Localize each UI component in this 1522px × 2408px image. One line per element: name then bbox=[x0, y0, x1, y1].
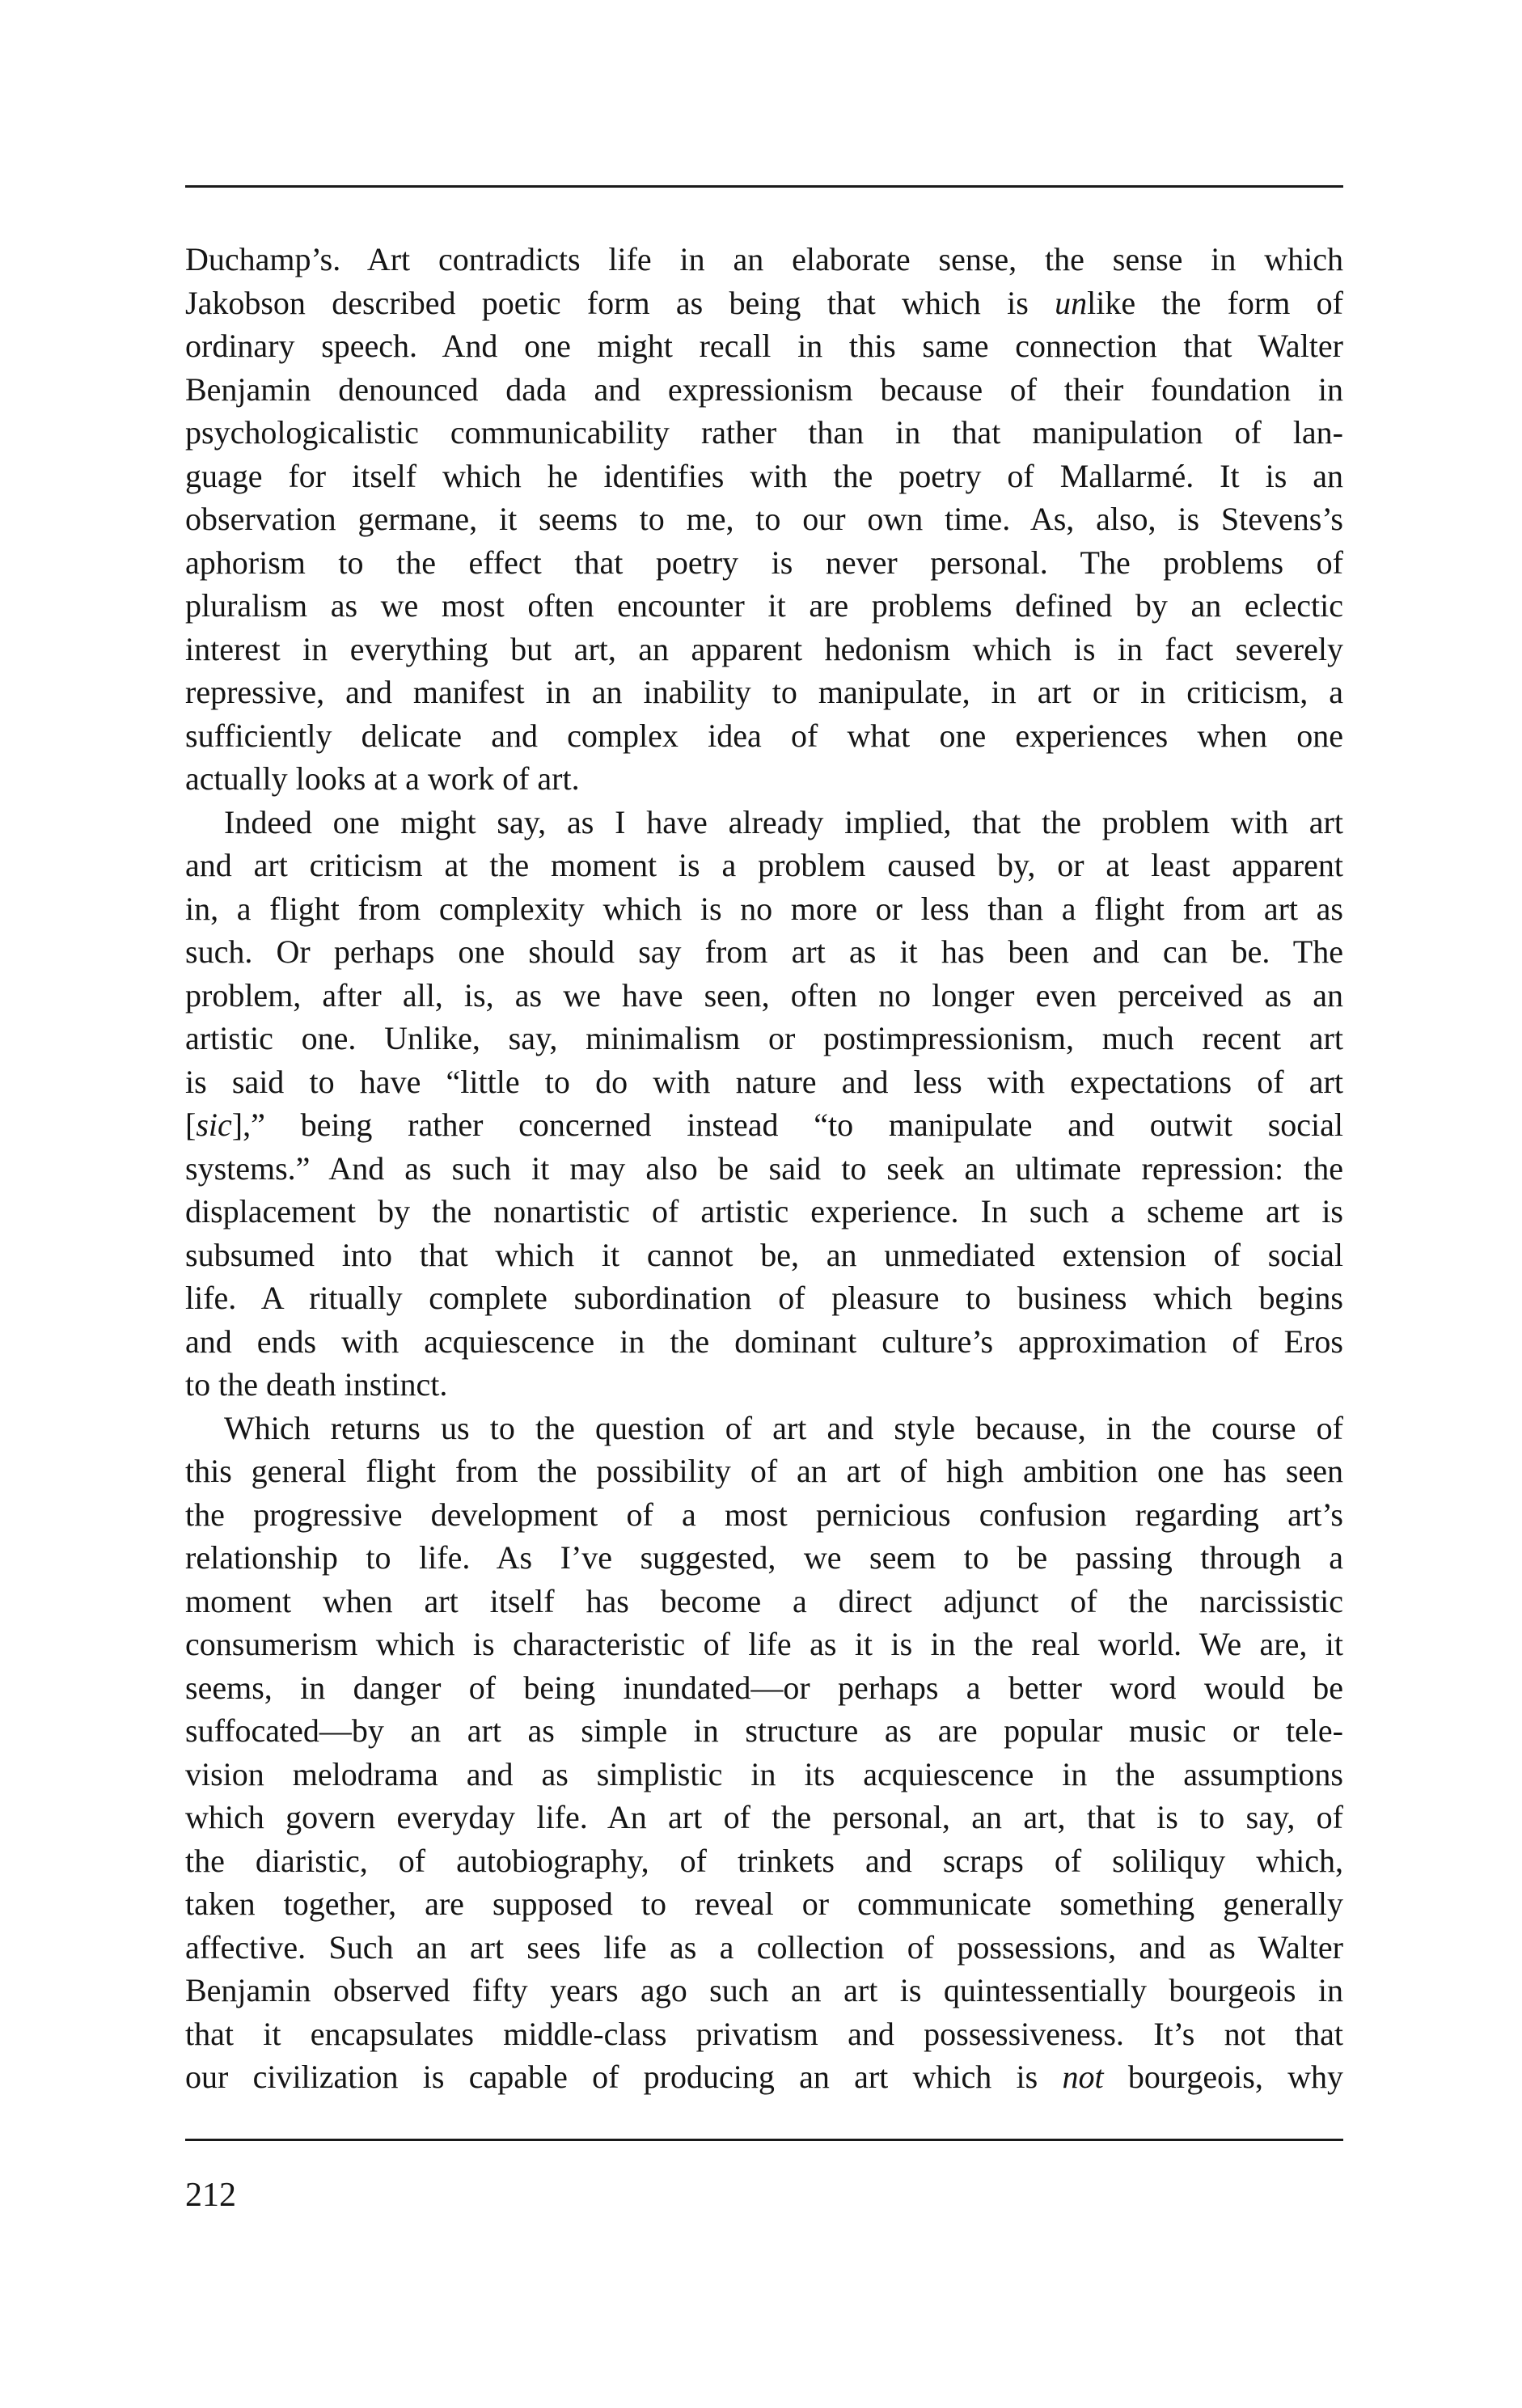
text-line: this general flight from the possibility of an art of high ambition one has seen bbox=[185, 1453, 1343, 1489]
text-line: Duchamp’s. Art contradicts life in an elaborate sense, the sense in which bbox=[185, 241, 1343, 277]
top-rule bbox=[185, 185, 1343, 188]
text-line: problem, after all, is, as we have seen, often no longer even perceived as an bbox=[185, 976, 1343, 1014]
text-line: sufficiently delicate and complex idea of what one experiences when one bbox=[185, 717, 1343, 754]
text-line: suffocated—by an art as simple in structure as are popular music or tele- bbox=[185, 1712, 1343, 1749]
text-line: such. Or perhaps one should say from art as it has been and can be. The bbox=[185, 933, 1343, 970]
text-line: Benjamin denounced dada and expressionism because of their foundation in bbox=[185, 370, 1343, 408]
text-line: which govern everyday life. An art of the personal, an art, that is to say, of bbox=[185, 1799, 1343, 1835]
text-line: the progressive development of a most pernicious confusion regarding art’s bbox=[185, 1496, 1343, 1533]
text-line: pluralism as we most often encounter it are problems defined by an eclectic bbox=[185, 587, 1343, 624]
text-line: and art criticism at the moment is a problem caused by, or at least apparent bbox=[185, 847, 1343, 883]
text-line: taken together, are supposed to reveal or communicate something generally bbox=[185, 1885, 1343, 1922]
text-line: and ends with acquiescence in the dominant culture’s approximation of Eros bbox=[185, 1322, 1343, 1360]
paragraph-2 bbox=[185, 801, 1343, 1407]
text-line: affective. Such an art sees life as a collection of possessions, and as Walter bbox=[185, 1928, 1343, 1966]
text-line: consumerism which is characteristic of life as it is in the real world. We are, it bbox=[185, 1626, 1343, 1662]
text-line: interest in everything but art, an apparent hedonism which is in fact severely bbox=[185, 630, 1343, 667]
text-line: Indeed one might say, as I have already implied, that the problem with art bbox=[224, 803, 1343, 840]
body-text bbox=[185, 238, 1343, 2099]
text-line: Which returns us to the question of art and style because, in the course of bbox=[224, 1409, 1343, 1446]
page-number: 212 bbox=[185, 2177, 236, 2214]
text-line: aphorism to the effect that poetry is never personal. The problems of bbox=[185, 544, 1343, 581]
text-line: our civilization is capable of producing an art which is not bourgeois, why bbox=[185, 2059, 1343, 2095]
text-line: Benjamin observed fifty years ago such an art is quintessentially bourgeois in bbox=[185, 1972, 1343, 2008]
text-line: [sic],” being rather concerned instead “to manipulate and outwit social bbox=[185, 1107, 1343, 1143]
text-line: vision melodrama and as simplistic in its acquiescence in the assumptions bbox=[185, 1755, 1343, 1792]
text-line: the diaristic, of autobiography, of trinkets and scraps of soliliquy which, bbox=[185, 1842, 1343, 1879]
text-line: life. A ritually complete subordination of pleasure to business which begins bbox=[185, 1280, 1343, 1316]
paragraph-3 bbox=[185, 1407, 1343, 2099]
text-line: to the death instinct. bbox=[185, 1366, 448, 1403]
text-line: systems.” And as such it may also be said to seek an ultimate repression: the bbox=[185, 1149, 1343, 1187]
text-line: displacement by the nonartistic of artistic experience. In such a scheme art is bbox=[185, 1193, 1343, 1229]
bottom-rule bbox=[185, 2139, 1343, 2141]
text-line: artistic one. Unlike, say, minimalism or postimpressionism, much recent art bbox=[185, 1020, 1343, 1056]
text-line: repressive, and manifest in an inability to manipulate, in art or in criticism, a bbox=[185, 674, 1343, 710]
text-line: actually looks at a work of art. bbox=[185, 760, 580, 797]
text-line: guage for itself which he identifies with the poetry of Mallarmé. It is an bbox=[185, 457, 1343, 494]
paragraph-1 bbox=[185, 238, 1343, 801]
text-line: Jakobson described poetic form as being that which is unlike the form of bbox=[185, 284, 1343, 321]
text-line: is said to have “little to do with nature and less with expectations of art bbox=[185, 1063, 1343, 1100]
text-line: moment when art itself has become a direct adjunct of the narcissistic bbox=[185, 1582, 1343, 1619]
text-line: seems, in danger of being inundated—or perhaps a better word would be bbox=[185, 1669, 1343, 1706]
text-line: observation germane, it seems to me, to our own time. As, also, is Stevens’s bbox=[185, 501, 1343, 537]
text-line: relationship to life. As I’ve suggested, we seem to be passing through a bbox=[185, 1539, 1343, 1576]
text-line: subsumed into that which it cannot be, an unmediated extension of social bbox=[185, 1236, 1343, 1273]
text-line: in, a flight from complexity which is no more or less than a flight from art as bbox=[185, 890, 1343, 927]
text-line: psychologicalistic communicability rather than in that manipulation of lan- bbox=[185, 414, 1343, 451]
text-line: ordinary speech. And one might recall in this same connection that Walter bbox=[185, 328, 1343, 364]
text-line: that it encapsulates middle-class privatism and possessiveness. It’s not that bbox=[185, 2015, 1343, 2052]
